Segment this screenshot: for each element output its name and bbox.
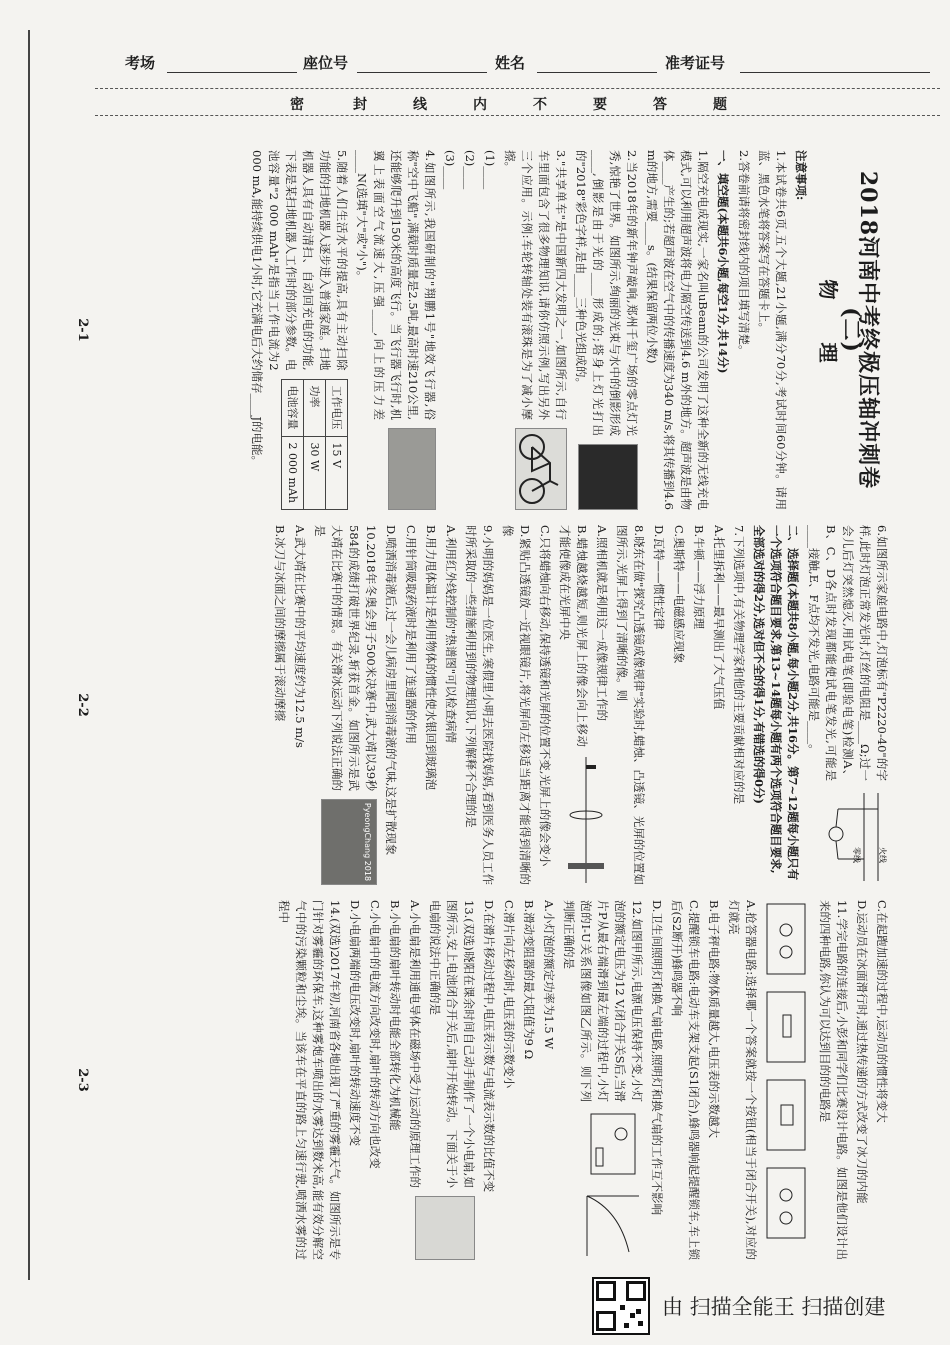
seal-char: 封 <box>353 97 367 113</box>
table-cell: 工作电压 <box>326 379 348 436</box>
field-seat-number-line <box>357 72 487 73</box>
table-cell: 15 V <box>326 436 348 509</box>
notice-heading: 注意事项: <box>794 150 808 201</box>
table-row <box>304 379 326 509</box>
option: B.小电扇的扇叶转动时电能全部转化为机械能 <box>388 900 402 1131</box>
question-14: 14.(双选)2017年初,河南省各地出现了严重的雾霾天气。如图所示是专门针对雾霾的环保车,这种雾炮车喷出的水雾达到数米高,能有效分解空气中的污染颗粒和尘埃。当该车在平直的路上匀速行驶,喷洒水雾的过程中 <box>277 900 342 1260</box>
question-9: 9.小明的妈妈是一位医生,寒假里小明去医院找妈妈,看到医务人员工作时所采取的一些措施利用到的物理知识,下列解释不合理的是 <box>464 525 495 885</box>
column-page-2 <box>70 525 890 885</box>
option: A.抢答器电路:选择哪一个答案就按一个按钮(相当于闭合开关),对应的灯就亮 <box>727 900 758 1260</box>
option: A.托里拆利——最早测出了大气压值 <box>712 525 726 710</box>
notice-item: 2.答卷前请将密封线内的项目填写清楚。 <box>737 150 751 357</box>
option: A.武大靖在比赛中的平均速度约为12.5 m/s <box>293 525 307 748</box>
question-12: 12.如图甲所示,电源电压保持不变,小灯泡的额定电压为12 V,闭合开关S后,当滑片P从最右端滑到最左端的过程中,小灯泡的I-U关系图像如图乙所示。则下列判断正确的是 <box>562 900 644 1102</box>
page-number: 2-2 <box>75 693 90 717</box>
option: D.喷洒消毒液后,过一会儿病房里闻到消毒液的气味,这是扩散现象 <box>384 525 398 856</box>
option: D.运动员在冰面滑行时,通过热传递的方式改变了冰刀的内能 <box>855 900 869 1204</box>
seal-char: 内 <box>473 97 487 113</box>
seal-char: 线 <box>413 97 427 113</box>
field-seat-number: 座位号 <box>303 54 349 72</box>
field-exam-room: 考场 <box>125 54 156 72</box>
scanner-watermark <box>590 1275 940 1337</box>
seal-line <box>95 88 940 116</box>
question-13: 13.(双选)晓阳在课余时间自己动手制作了一个小电扇,如图所示,安上电池闭合开关后,扇叶开始转动。下面关于小电扇的说法中正确的是 <box>428 900 476 1188</box>
qr-finder <box>596 1311 616 1331</box>
question-3: 3."共享单车"是中国新四大发明之一,如图所示,自行车里面包含了很多物理知识,请你仿照示例,写出另外三个应用。示例:车轮转轴处装有滚珠是为了减小摩擦。 <box>503 150 568 420</box>
option: C.在起跑加速的过程中,运动员的惯性将变大 <box>875 900 889 1123</box>
watermark-text: 由 扫描全能王 扫描创建 <box>662 1295 886 1319</box>
qr-finder <box>626 1281 646 1301</box>
question-8: 8.晓东在做"探究凸透镜成像规律"实验时,蜡烛、凸透镜、光屏的位置如图所示,光屏上得到了清晰的像。则 <box>615 525 646 885</box>
answer-blank: (2)____ <box>463 150 477 190</box>
table-cell: 2 000 mAh <box>282 436 304 509</box>
column-page-1 <box>70 150 890 510</box>
neutral-wire-label: 零线 <box>852 847 861 863</box>
convex-lens-icon <box>564 755 608 885</box>
rotated-exam-body <box>70 130 890 1270</box>
seal-char: 不 <box>533 97 547 113</box>
option: C.提醒锁车电路:电动车支架支起(S1闭合),蜂鸣器响起提醒锁车,车上锁后(S2断开)蜂鸣器不响 <box>670 900 701 1260</box>
qr-dot <box>630 1313 635 1318</box>
field-exam-room-line <box>167 72 297 73</box>
option: C.只将蜡烛向右移动,保持透镜和光屏的位置不变,光屏上的像会变小 <box>538 525 552 867</box>
qr-code-icon <box>592 1277 650 1335</box>
page-number: 2-3 <box>75 1068 90 1092</box>
question-1: 1.隔空充电成现实,一家名叫uBeam的公司发明了这种全新的无线充电模式,可以利用超声波将电力隔空传送到4.6 m外的地方。超声波是由物体____产生的;若超声波在空气中的传播速度为340 m/s,将其传播到4.6 m的地方,需要____s。(结果保留两位小数) <box>645 150 710 510</box>
option: B.蜡烛越烧越短,则光屏上的像会向上移动才能使像成在光屏中央 <box>558 525 589 747</box>
option: B.电子秤电路:物体质量越大,电压表的示数越大 <box>707 900 721 1139</box>
question-5: 5.随着人们生活水平的提高,具有主动扫除功能的扫地机器人逐步进入普通家庭。扫地机器人具有自动清扫、自动回充电的功能,下表是某扫地机器人工作时的部分参数。电池容量"2 000 mAh"是指当工作电流为2 000 mA,能持续供电1小时,它充满电后大约储存____J的电能。 <box>250 150 349 468</box>
tower-light-show-image <box>578 444 638 510</box>
seal-char: 密 <box>290 97 304 113</box>
table-cell: 电池容量 <box>282 379 304 436</box>
seal-char: 答 <box>653 97 667 113</box>
field-admission-number: 准考证号 <box>665 54 726 72</box>
option: B.牛顿——浮力原理 <box>692 525 706 630</box>
seal-char: 题 <box>713 97 727 113</box>
column-page-3 <box>70 900 890 1260</box>
ground-effect-aircraft-image <box>388 428 436 510</box>
field-name-line <box>537 72 657 73</box>
exam-title: 2018河南中考终极压轴冲刺卷(二) <box>838 170 881 490</box>
field-admission-number-line <box>740 72 930 73</box>
live-wire-label: 火线 <box>878 847 887 863</box>
question-11: 11.学完电路的连接后,小彭和同学们比赛设计电路。如图是他们设计出来的四种电路,你认为可以达到目的的电路是 <box>818 900 849 1260</box>
circuit-diagrams-icon <box>761 900 813 1250</box>
question-7: 7.下列选项中,有关物理学家和他的主要贡献相对应的是 <box>732 525 746 805</box>
pyeongchang-logo-text: PyeongChang 2018 <box>363 802 372 882</box>
qr-dot <box>624 1323 629 1328</box>
exam-body <box>70 130 890 1270</box>
four-circuit-diagrams <box>761 900 813 1250</box>
option: B.滑动变阻器的最大阻值为9 Ω <box>522 900 536 1060</box>
lens-experiment-diagram <box>564 755 608 885</box>
option: D.在滑片移动过程中,电压表示数与电流表示数的比值不变 <box>482 900 496 1193</box>
section-heading: 二、选择题(本题共8小题,每小题2分,共16分。第7~12题每小题只有一个选项符合题目要求,第13~14题每小题有两个选项符合题目要求,全部选对的得2分,选对但不全的得1分,有错选的得0分) <box>752 525 800 881</box>
option: C.滑片向左移动时,电压表的示数变小 <box>502 900 516 1089</box>
page-number: 2-1 <box>75 318 90 342</box>
home-circuit-icon <box>818 789 888 885</box>
qr-finder <box>596 1281 616 1301</box>
option: B.用力甩体温计是利用物体的惯性使水银回到玻璃泡 <box>424 525 438 791</box>
table-cell: 功率 <box>304 379 326 436</box>
small-fan-image <box>415 1196 475 1260</box>
option: B.冰刀与冰面之间的摩擦属于滚动摩擦 <box>273 525 287 722</box>
exam-header <box>95 40 940 122</box>
table-row <box>282 379 304 509</box>
seal-char: 要 <box>593 97 607 113</box>
speed-skating-image <box>321 799 377 885</box>
option: D.瓦特——惯性定律 <box>652 525 666 630</box>
option: C.奥斯特——电磁感应现象 <box>672 525 686 664</box>
option: A.小电扇是利用通电导体在磁场中受力运动的原理工作的 <box>408 900 422 1188</box>
home-circuit-diagram <box>818 789 888 885</box>
iu-graph-icon <box>579 1110 643 1260</box>
lamp-circuit-and-iu-graph <box>579 1110 643 1260</box>
option: D.卫生间照明灯和换气扇电路,照明灯和换气扇的工作互不影响 <box>650 900 664 1216</box>
option: A.小灯泡的额定功率为1.5 W <box>542 900 556 1050</box>
option: D.小电扇两端的电压改变时,扇叶的转动速度不变 <box>348 900 362 1147</box>
field-name: 姓名 <box>495 54 526 72</box>
option: A.照相机就是利用这一成像规律工作的 <box>595 525 609 721</box>
option: D.紧贴凸透镜放一近视眼镜片,将光屏向左移适当距离才能得到清晰的像 <box>501 525 532 885</box>
option: A.利用红外线控制的"热谱图"可以检查病情 <box>444 525 458 744</box>
table-row <box>326 379 348 509</box>
question-6: 6.如图所示家庭电路中,灯泡标有"P2220-40"的字样,此时灯泡正常发光时,灯丝的电阻是____Ω;过一会儿后灯突然熄灭,用试电笔(即验电笔)检测A、B、C、D各点时发现都能使试电笔发光,可能是____接触,E、F点均不发光,电路可能是____。 <box>807 525 889 781</box>
question-2: 2.当2018年的新年钟声敲响,郑州千玺广场的零点灯光秀,惊艳了世界。如图所示,绚丽的光束与水中的倒影形成____,倒影是由于光的____形成的;塔身上灯光打出的"2018"彩色字样,是由____三种色光组成的。 <box>574 150 639 436</box>
notice-item: 1.本试卷共6页,五个大题,21小题,满分70分,考试时间60分钟。请用蓝、黑色水笔将答案写在答题卡上。 <box>757 150 788 510</box>
qr-dot <box>636 1309 641 1314</box>
question-4: 4.如图所示,我国研制的"翔鹏1号"地效飞行器,俗称"空中飞船",满载时质量是2.5吨,最高时速210公里,还能够爬升到150米的高度飞行。当飞行器飞行时,机翼上表面空气流速大,压强____,向上的压力差____N(选填"大"或"小")。 <box>355 150 437 420</box>
candidate-info-row <box>95 50 940 76</box>
exam-subject: 物 理 <box>816 279 840 381</box>
section-heading: 一、填空题(本题共6小题,每空1分,共14分) <box>716 150 730 374</box>
robot-parameter-table <box>281 379 348 510</box>
qr-dot <box>638 1321 643 1326</box>
table-cell: 30 W <box>304 436 326 509</box>
question-10: 10.2018年冬奥会男子500米决赛中,武大靖以39秒584的成绩打破世界纪录,斩获首金。如图所示是武大靖在比赛中的情景。有关滑冰运动下列说法正确的是 <box>313 525 378 791</box>
page-edge-line <box>28 30 34 1280</box>
bicycle-icon <box>516 429 566 509</box>
answer-blank: (3)____ <box>443 150 457 190</box>
answer-blank: (1)____ <box>483 150 497 190</box>
shared-bicycle-image <box>515 428 567 510</box>
qr-dot <box>620 1305 625 1310</box>
option: C.小电扇中的电流方向改变时,扇叶的转动方向也改变 <box>368 900 382 1169</box>
option: C.用针筒吸取药液时是利用了连通器的作用 <box>404 525 418 745</box>
